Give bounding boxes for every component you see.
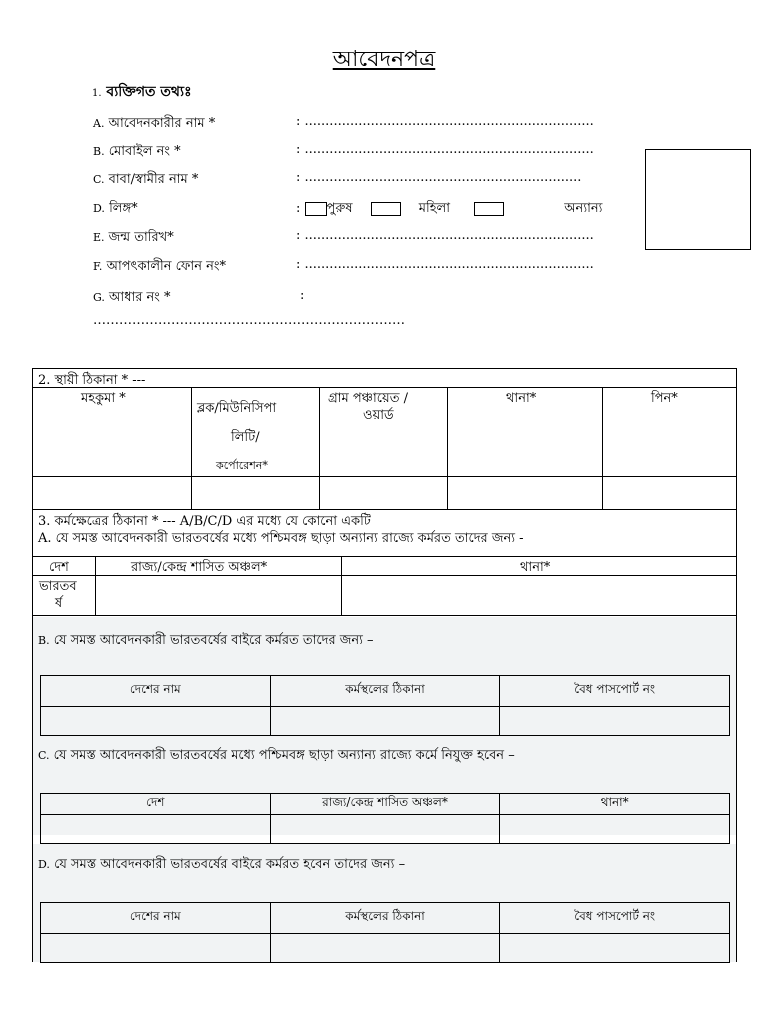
rule <box>602 387 603 509</box>
field-letter: B. <box>93 145 105 158</box>
a-police-header: থানা* <box>520 560 551 575</box>
table-d <box>40 902 730 963</box>
police-station-header: থানা* <box>506 391 537 406</box>
field-label: আপৎকালীন ফোন নং* <box>106 259 226 274</box>
d-country-header: দেশের নাম <box>41 903 271 934</box>
field-label: আবেদনকারীর নাম * <box>108 116 216 131</box>
a-country-line2: র্ষ <box>55 596 63 611</box>
dob-field[interactable]: : ...................................................................... <box>296 228 594 243</box>
c-police-header: থানা* <box>500 794 730 815</box>
block-header-line2: লিটি/ <box>231 430 260 445</box>
d-country-cell[interactable] <box>41 934 271 963</box>
b-text: যে সমস্ত আবেদনকারী ভারতবর্ষের বাইরে কর্মরত তাদের জন্য – <box>53 633 374 648</box>
mobile-label <box>93 142 181 163</box>
section3-d-text <box>38 855 405 876</box>
gp-header-line2: ওয়ার্ড <box>363 408 394 423</box>
section3-b-text <box>38 631 374 652</box>
a-state-header: রাজ্য/কেন্দ্র শাসিত অঞ্চল* <box>131 560 268 575</box>
c-state-cell[interactable] <box>270 815 500 844</box>
section1-title: ব্যক্তিগত তথ্যঃ <box>106 84 192 100</box>
address-box <box>32 368 737 962</box>
photo-box[interactable] <box>645 149 751 250</box>
gender-options <box>296 199 602 220</box>
section3-c-text <box>38 746 515 767</box>
field-letter: C. <box>93 173 105 186</box>
field-label: লিঙ্গ* <box>109 201 138 216</box>
field-label: বাবা/স্বামীর নাম * <box>108 172 199 187</box>
b-passport-cell[interactable] <box>500 707 730 736</box>
b-workplace-header: কর্মস্থলের ঠিকানা <box>270 676 500 707</box>
a-country-header: দেশ <box>49 560 69 575</box>
applicant-name-label <box>93 114 215 135</box>
field-letter: A. <box>93 117 105 130</box>
d-letter: D. <box>38 858 50 871</box>
c-police-cell[interactable] <box>500 815 730 844</box>
father-husband-field[interactable]: : ................................................................... <box>296 170 582 185</box>
rule <box>33 556 736 557</box>
female-label: মহিলা <box>418 201 451 216</box>
d-text: যে সমস্ত আবেদনকারী ভারতবর্ষের বাইরে কর্মরত হবেন তাদের জন্য – <box>54 857 406 872</box>
block-header-line1: ব্লক/মিউনিসিপা <box>197 401 277 416</box>
section2-heading: 2. স্থায়ী ঠিকানা * --- <box>38 373 146 388</box>
mobile-field[interactable]: : ...................................................................... <box>296 142 594 157</box>
dob-label <box>93 228 174 249</box>
b-passport-header: বৈধ পাসপোর্ট নং <box>500 676 730 707</box>
aadhaar-field[interactable]: ……………………………………………………………… <box>93 313 405 328</box>
rule <box>341 556 342 615</box>
rule <box>33 509 736 510</box>
section1-heading <box>92 80 192 104</box>
field-label: আধার নং * <box>109 290 171 305</box>
section3-a-text: A. যে সমস্ত আবেদনকারী ভারতবর্ষের মধ্যে পশ্চিমবঙ্গ ছাড়া অন্যান্য রাজ্যে কর্মরত তাদের জন্য - <box>38 531 524 546</box>
rule <box>319 387 320 509</box>
emergency-phone-label <box>93 257 226 278</box>
d-workplace-header: কর্মস্থলের ঠিকানা <box>270 903 500 934</box>
b-country-header: দেশের নাম <box>41 676 271 707</box>
rule <box>447 387 448 509</box>
field-label: মোবাইল নং * <box>108 144 181 159</box>
section3-heading: 3. কর্মক্ষেত্রের ঠিকানা * --- A/B/C/D এর মধ্যে যে কোনো একটি <box>38 514 371 529</box>
table-c <box>40 793 730 844</box>
form-title: আবেদনপত্র <box>332 47 436 72</box>
c-country-cell[interactable] <box>41 815 271 844</box>
c-country-header: দেশ <box>41 794 271 815</box>
gender-colon: : <box>296 201 301 216</box>
rule <box>33 476 736 477</box>
field-letter: D. <box>93 202 105 215</box>
pin-header: পিন* <box>651 391 678 406</box>
field-letter: F. <box>93 260 103 273</box>
b-letter: B. <box>38 634 50 647</box>
c-text: যে সমস্ত আবেদনকারী ভারতবর্ষের মধ্যে পশ্চিমবঙ্গ ছাড়া অন্যান্য রাজ্যে কর্মে নিযুক্ত হবেন – <box>53 748 515 763</box>
applicant-name-field[interactable]: : ...................................................................... <box>296 114 594 129</box>
aadhaar-colon: : <box>300 288 305 303</box>
table-b <box>40 675 730 736</box>
d-passport-header: বৈধ পাসপোর্ট নং <box>500 903 730 934</box>
aadhaar-label <box>93 288 171 309</box>
field-letter: E. <box>93 231 105 244</box>
female-checkbox[interactable] <box>371 202 401 216</box>
block-header-line3: কর্পোরেশন* <box>216 459 268 472</box>
male-checkbox[interactable] <box>305 202 327 216</box>
father-husband-label <box>93 170 198 191</box>
other-checkbox[interactable] <box>474 202 504 216</box>
d-workplace-cell[interactable] <box>270 934 500 963</box>
rule <box>95 556 96 615</box>
field-letter: G. <box>93 291 105 304</box>
emergency-phone-field[interactable]: : ...................................................................... <box>296 257 594 272</box>
rule <box>191 387 192 509</box>
d-passport-cell[interactable] <box>500 934 730 963</box>
subdivision-header: মহকুমা * <box>81 391 126 406</box>
male-label: পুরুষ <box>326 201 353 216</box>
field-label: জন্ম তারিখ* <box>108 230 174 245</box>
b-country-cell[interactable] <box>41 707 271 736</box>
gp-header-line1: গ্রাম পঞ্চায়েত / <box>328 391 408 406</box>
gender-label <box>93 199 138 220</box>
rule <box>33 615 736 616</box>
section1-number: 1. <box>92 88 102 99</box>
c-letter: C. <box>38 749 50 762</box>
b-workplace-cell[interactable] <box>270 707 500 736</box>
a-country-line1: ভারতব <box>39 579 77 594</box>
rule <box>33 387 736 388</box>
other-label: অন্যান্য <box>564 201 603 216</box>
c-state-header: রাজ্য/কেন্দ্র শাসিত অঞ্চল* <box>270 794 500 815</box>
